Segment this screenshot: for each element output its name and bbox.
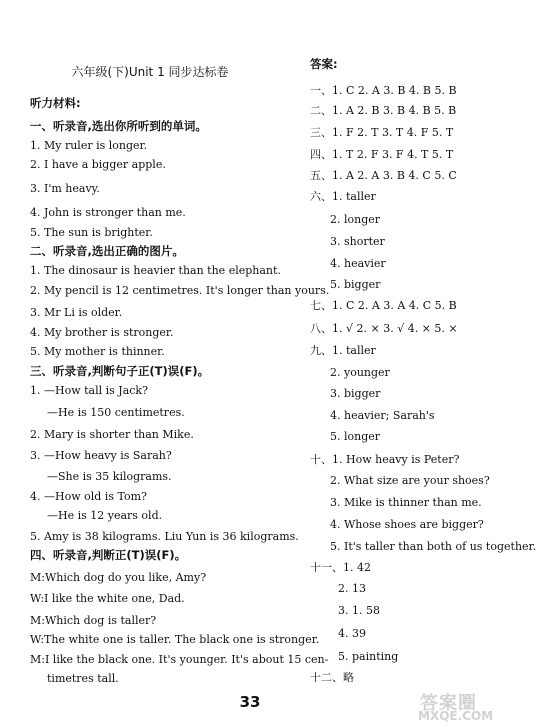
answer-line: 六、1. taller (310, 190, 376, 203)
material-line: —He is 12 years old. (47, 509, 163, 522)
answer-line: 四、1. T 2. F 3. F 4. T 5. T (310, 148, 454, 161)
material-line: 2. My pencil is 12 centimetres. It's longer than yours. (30, 284, 330, 297)
material-line: 5. My mother is thinner. (30, 345, 165, 358)
material-line: M:Which dog is taller? (30, 614, 157, 627)
material-line: 1. —How tall is Jack? (30, 384, 148, 397)
answer-line: 5. longer (330, 430, 381, 443)
material-line: 1. The dinosaur is heavier than the elephant. (30, 264, 281, 277)
answer-line: 2. longer (330, 213, 381, 226)
material-line: 二、听录音,选出正确的图片。 (30, 244, 184, 258)
answer-line: 2. younger (330, 366, 390, 379)
material-line: 四、听录音,判断正(T)误(F)。 (30, 548, 187, 562)
answer-line: 5. painting (338, 650, 399, 663)
material-line: 2. I have a bigger apple. (30, 158, 166, 171)
material-line: 3. Mr Li is older. (30, 306, 123, 319)
answer-line: 七、1. C 2. A 3. A 4. C 5. B (310, 299, 457, 312)
material-line: 三、听录音,判断句子正(T)误(F)。 (30, 364, 210, 378)
answer-line: 五、1. A 2. A 3. B 4. C 5. C (310, 169, 457, 182)
watermark-logo (416, 689, 494, 723)
material-line: 一、听录音,选出你所听到的单词。 (30, 119, 207, 133)
answer-line: 十一、1. 42 (310, 561, 371, 574)
answer-line: 2. 13 (338, 582, 366, 595)
material-line: 听力材料: (30, 96, 81, 110)
answer-line: 4. Whose shoes are bigger? (330, 518, 484, 531)
answer-line: 4. 39 (338, 627, 366, 640)
page-title: 六年级(下)Unit 1 同步达标卷 (71, 65, 229, 79)
watermark-top: 答案圈 (420, 693, 477, 714)
material-line: 3. —How heavy is Sarah? (30, 449, 172, 462)
answer-line: 十二、略 (310, 671, 354, 684)
answer-line: 3. shorter (330, 235, 385, 248)
material-line: —She is 35 kilograms. (47, 470, 172, 483)
answer-line: 4. heavier (330, 257, 386, 270)
answer-line: 3. Mike is thinner than me. (330, 496, 482, 509)
answer-line: 十、1. How heavy is Peter? (310, 453, 460, 466)
material-line: 4. My brother is stronger. (30, 326, 174, 339)
answer-line: 3. bigger (330, 387, 381, 400)
material-line: M:Which dog do you like, Amy? (30, 571, 207, 584)
material-line: W:The white one is taller. The black one is stronger. (30, 633, 320, 646)
answer-line: 答案: (310, 57, 338, 71)
material-line: —He is 150 centimetres. (47, 406, 185, 419)
answer-line: 2. What size are your shoes? (330, 474, 490, 487)
material-line: 5. Amy is 38 kilograms. Liu Yun is 36 kilograms. (30, 530, 299, 543)
watermark-bottom: MXQE.COM (418, 709, 494, 723)
material-line: 4. —How old is Tom? (30, 490, 147, 503)
answer-line: 5. It's taller than both of us together. (330, 540, 536, 553)
answer-line: 4. heavier; Sarah's (330, 409, 435, 422)
material-line: 5. The sun is brighter. (30, 226, 153, 239)
answer-line: 一、1. C 2. A 3. B 4. B 5. B (310, 84, 457, 97)
answer-line: 3. 1. 58 (338, 604, 380, 617)
material-line: W:I like the white one, Dad. (30, 592, 185, 605)
material-line: 3. I'm heavy. (30, 182, 100, 195)
material-line: 2. Mary is shorter than Mike. (30, 428, 194, 441)
material-line: M:I like the black one. It's younger. It's about 15 cen- (30, 653, 329, 666)
page-number: 33 (239, 693, 261, 711)
answer-line: 八、1. √ 2. × 3. √ 4. × 5. × (310, 322, 458, 335)
answer-line: 5. bigger (330, 278, 381, 291)
material-line: timetres tall. (47, 672, 119, 685)
answer-line: 二、1. A 2. B 3. B 4. B 5. B (310, 104, 457, 117)
answer-line: 三、1. F 2. T 3. T 4. F 5. T (310, 126, 454, 139)
material-line: 1. My ruler is longer. (30, 139, 148, 152)
material-line: 4. John is stronger than me. (30, 206, 186, 219)
answer-line: 九、1. taller (310, 344, 376, 357)
